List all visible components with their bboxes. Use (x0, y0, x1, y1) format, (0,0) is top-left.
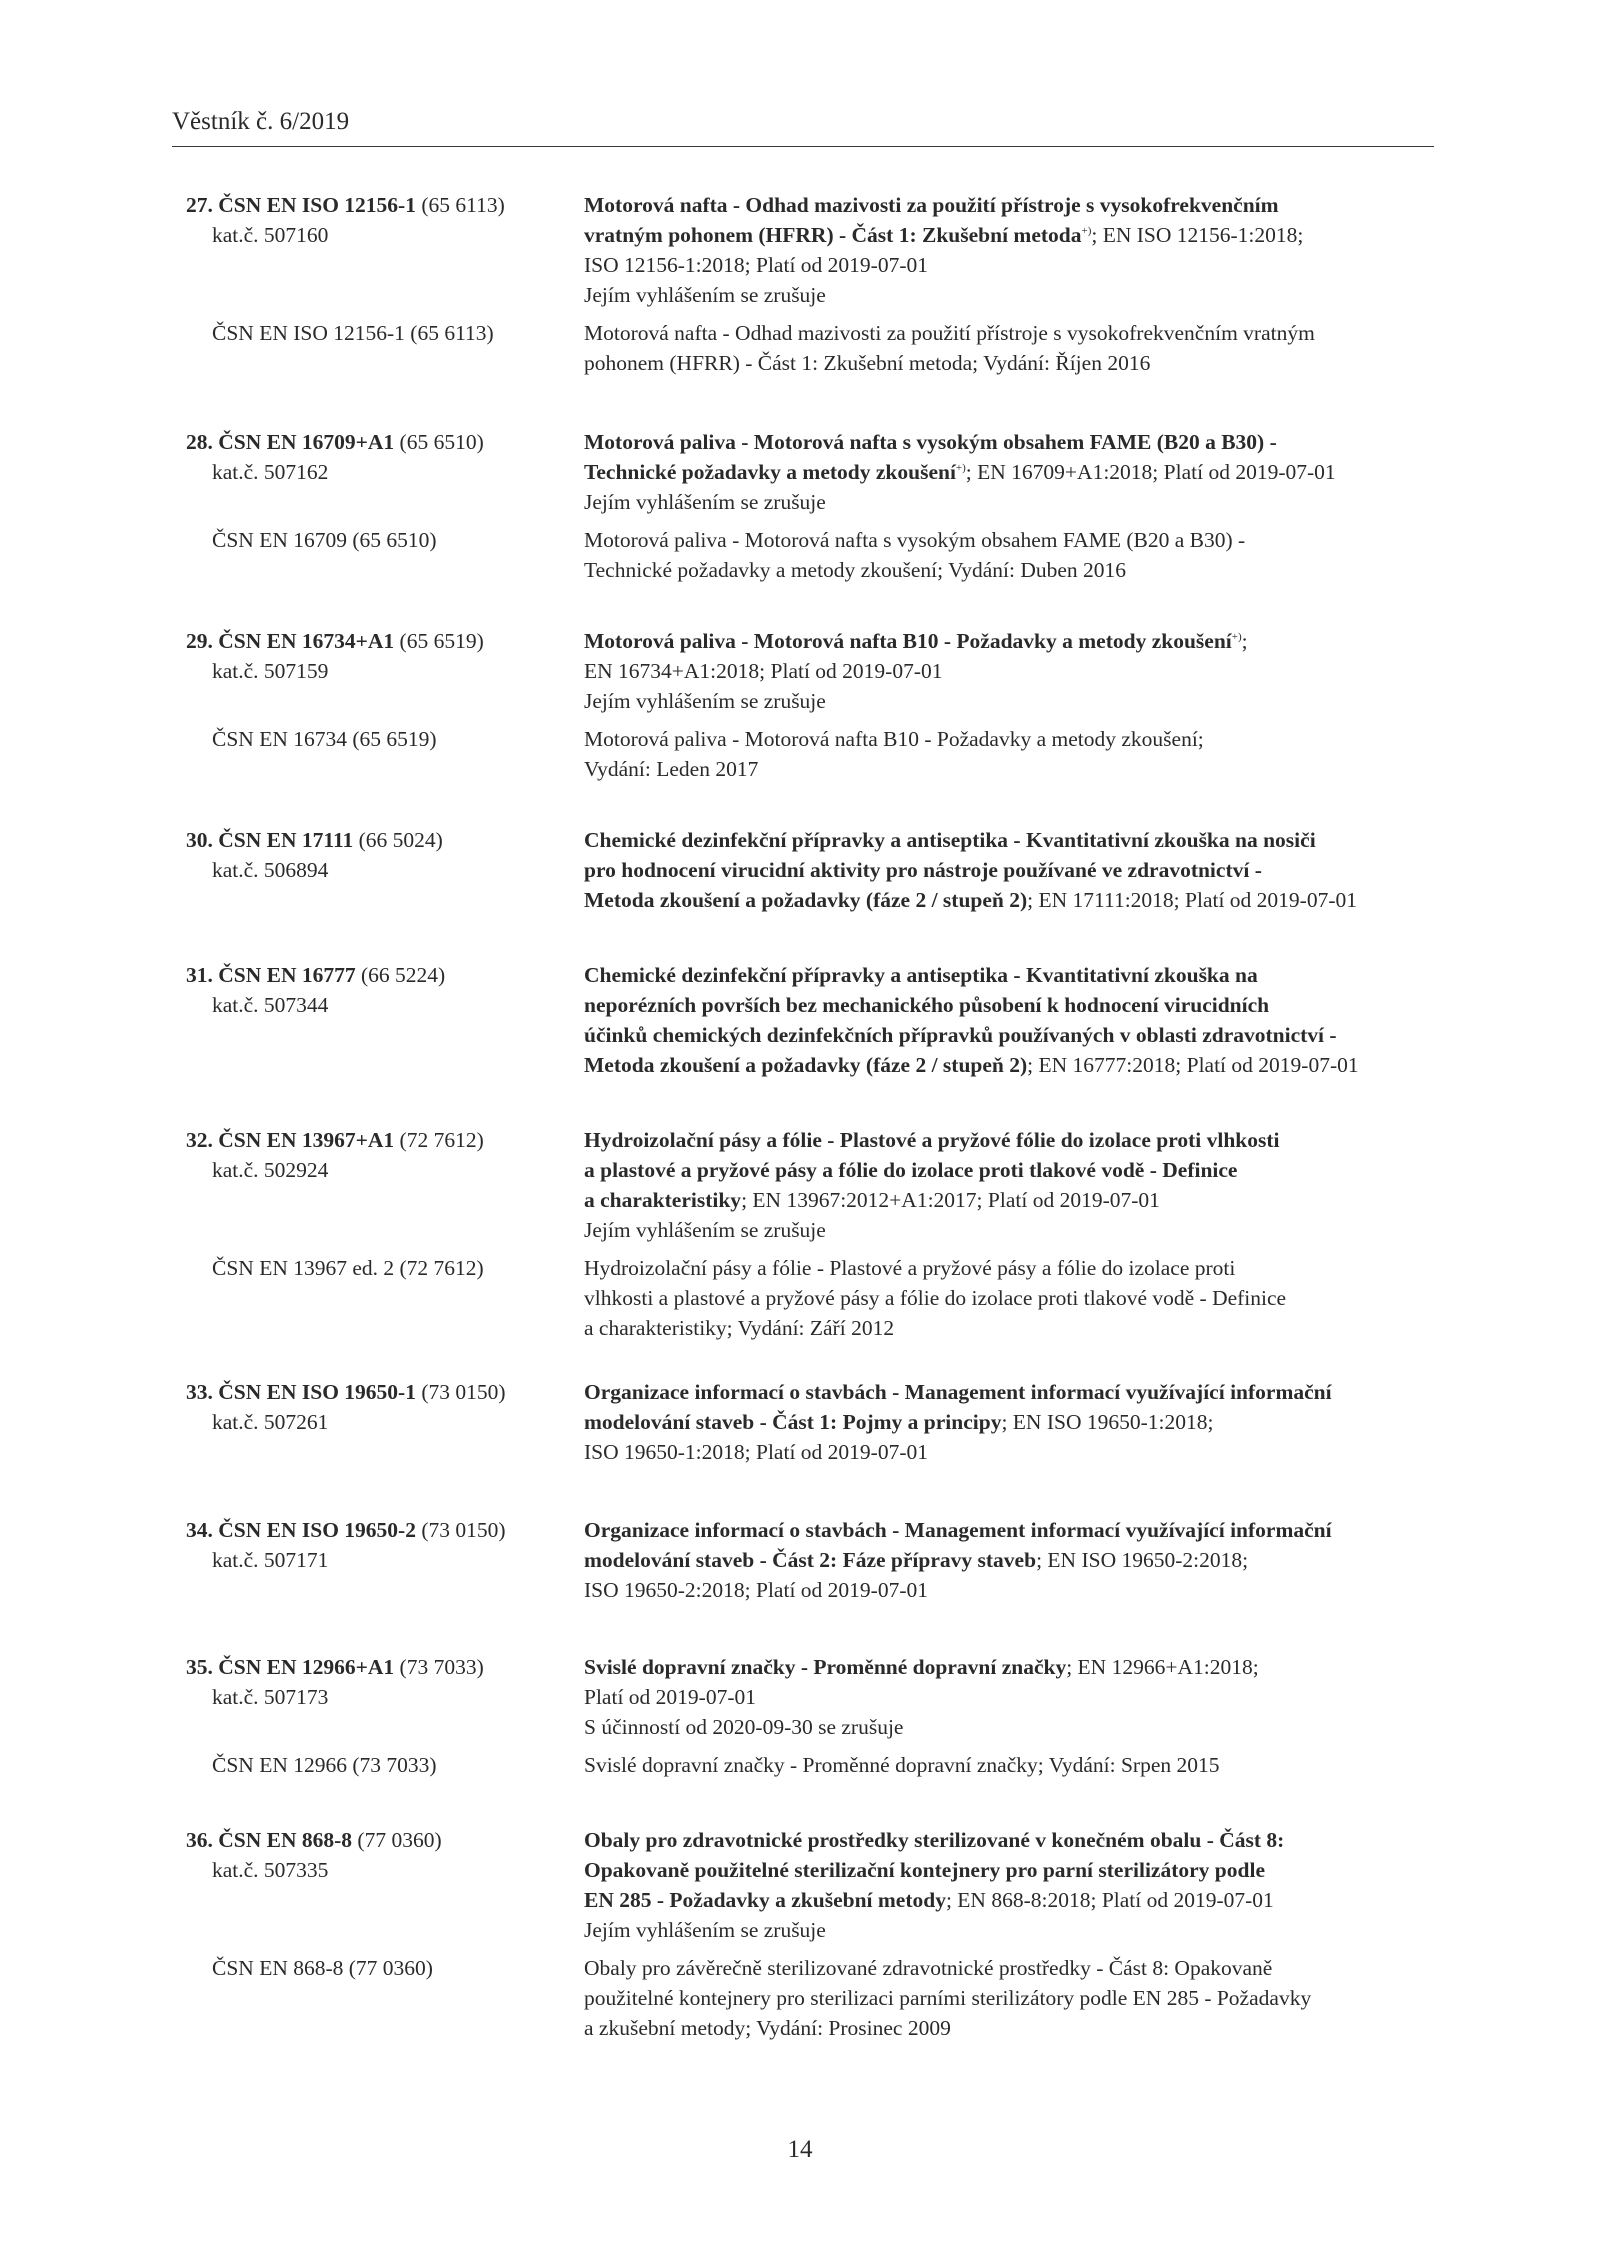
entry-code-line (186, 1825, 584, 1855)
entry-description (584, 626, 1436, 716)
entry-main-row (186, 1515, 1436, 1605)
catalog-number: kat.č. 507173 (212, 1685, 329, 1709)
standard-entry (186, 1825, 1436, 2043)
entry-code-line (186, 825, 584, 855)
header-divider (172, 146, 1434, 147)
standard-title: modelování staveb - Část 1: Pojmy a principy (584, 1410, 1002, 1434)
entry-main-row (186, 1825, 1436, 1945)
standard-ref: ; EN ISO 12156-1:2018; (1091, 223, 1304, 247)
standard-title: neporézních površích bez mechanického působení k hodnocení virucidních (584, 993, 1270, 1017)
standard-entry (186, 960, 1436, 1080)
standard-title: Chemické dezinfekční přípravky a antiseptika - Kvantitativní zkouška na (584, 963, 1258, 987)
standard-ref: ; EN 868-8:2018; Platí od 2019-07-01 (945, 1888, 1274, 1912)
standard-code: ČSN EN 16777 (218, 963, 356, 987)
replaced-code: ČSN EN 12966 (73 7033) (212, 1753, 437, 1777)
standard-title: a plastové a pryžové pásy a fólie do izolace proti tlakové vodě - Definice (584, 1158, 1238, 1182)
replaced-standard-row (186, 525, 1436, 585)
entry-identifier (186, 960, 584, 1080)
classification-code: (72 7612) (399, 1128, 484, 1152)
detail-line: EN 16734+A1:2018; Platí od 2019-07-01 (584, 659, 943, 683)
bulletin-header: Věstník č. 6/2019 (172, 108, 350, 135)
detail-line: S účinností od 2020-09-30 se zrušuje (584, 1715, 904, 1739)
entry-main-row (186, 1125, 1436, 1245)
entry-description (584, 960, 1436, 1080)
standard-title: Motorová paliva - Motorová nafta s vysokým obsahem FAME (B20 a B30) - (584, 430, 1277, 454)
catalog-number: kat.č. 502924 (212, 1158, 329, 1182)
footnote-marker: +) (1231, 630, 1242, 643)
entry-main-row (186, 427, 1436, 517)
replaced-identifier (186, 1253, 584, 1343)
standard-ref: ; EN ISO 19650-2:2018; (1036, 1548, 1249, 1572)
replaced-line: použitelné kontejnery pro sterilizaci parními sterilizátory podle EN 285 - Požadavky (584, 1986, 1312, 2010)
replaced-line: vlhkosti a plastové a pryžové pásy a fólie do izolace proti tlakové vodě - Definice (584, 1286, 1287, 1310)
entry-description (584, 1515, 1436, 1605)
title-line (584, 960, 1436, 990)
replaced-identifier (186, 525, 584, 585)
standard-code: ČSN EN ISO 19650-1 (218, 1380, 416, 1404)
classification-code: (65 6113) (421, 193, 505, 217)
standard-title: Opakovaně použitelné sterilizační kontejnery pro parní sterilizátory podle (584, 1858, 1265, 1882)
title-line (584, 1185, 1436, 1215)
detail-line: Jejím vyhlášením se zrušuje (584, 1918, 826, 1942)
standard-title: Obaly pro zdravotnické prostředky sterilizované v konečném obalu - Část 8: (584, 1828, 1285, 1852)
standard-ref: ; EN ISO 19650-1:2018; (1001, 1410, 1214, 1434)
replaced-code: ČSN EN 16734 (65 6519) (212, 727, 437, 751)
page-number: 14 (787, 2136, 813, 2163)
title-line (584, 427, 1436, 457)
replaced-line: Motorová nafta - Odhad mazivosti za použití přístroje s vysokofrekvenčním vratným (584, 321, 1315, 345)
entry-code-line (186, 1515, 584, 1545)
replaced-standard-row (186, 1750, 1436, 1780)
replaced-line: Obaly pro závěrečně sterilizované zdravotnické prostředky - Část 8: Opakovaně (584, 1956, 1273, 1980)
replaced-description (584, 1953, 1436, 2043)
entry-code-line (186, 1377, 584, 1407)
replaced-description (584, 724, 1436, 784)
replaced-code: ČSN EN ISO 12156-1 (65 6113) (212, 321, 494, 345)
catalog-number: kat.č. 507261 (212, 1410, 329, 1434)
replaced-line: Svislé dopravní značky - Proměnné dopravní značky; Vydání: Srpen 2015 (584, 1753, 1220, 1777)
title-line (584, 1885, 1436, 1915)
entry-code-line (186, 427, 584, 457)
entry-description (584, 1825, 1436, 1945)
replaced-identifier (186, 318, 584, 378)
replaced-standard-row (186, 318, 1436, 378)
title-line (584, 990, 1436, 1020)
replaced-line: Technické požadavky a metody zkoušení; Vydání: Duben 2016 (584, 558, 1127, 582)
detail-line: Jejím vyhlášením se zrušuje (584, 490, 826, 514)
entry-identifier (186, 1125, 584, 1245)
detail-line: ISO 19650-2:2018; Platí od 2019-07-01 (584, 1578, 928, 1602)
replaced-line: Vydání: Leden 2017 (584, 757, 759, 781)
entry-number: 34. (186, 1518, 213, 1542)
replaced-line: Hydroizolační pásy a fólie - Plastové a pryžové pásy a fólie do izolace proti (584, 1256, 1236, 1280)
entry-main-row (186, 825, 1436, 915)
standard-title: účinků chemických dezinfekčních přípravků používaných v oblasti zdravotnictví - (584, 1023, 1337, 1047)
footnote-marker: +) (955, 461, 966, 474)
entry-identifier (186, 1377, 584, 1467)
replaced-line: a charakteristiky; Vydání: Září 2012 (584, 1316, 895, 1340)
footnote-marker: +) (1081, 224, 1092, 237)
entry-code-line (186, 1125, 584, 1155)
replaced-line: Motorová paliva - Motorová nafta B10 - Požadavky a metody zkoušení; (584, 727, 1204, 751)
replaced-identifier (186, 1750, 584, 1780)
standard-code: ČSN EN 12966+A1 (218, 1655, 395, 1679)
entry-code-line (186, 626, 584, 656)
catalog-number: kat.č. 507162 (212, 460, 329, 484)
standard-ref: ; EN 16709+A1:2018; Platí od 2019-07-01 (965, 460, 1336, 484)
replaced-code: ČSN EN 868-8 (77 0360) (212, 1956, 433, 1980)
standard-title: Motorová paliva - Motorová nafta B10 - Požadavky a metody zkoušení (584, 629, 1232, 653)
entry-main-row (186, 1652, 1436, 1742)
entry-main-row (186, 626, 1436, 716)
entry-identifier (186, 825, 584, 915)
classification-code: (73 0150) (421, 1380, 506, 1404)
standard-code: ČSN EN 16734+A1 (218, 629, 395, 653)
standard-entry (186, 1652, 1436, 1780)
entry-identifier (186, 1825, 584, 1945)
entry-code-line (186, 960, 584, 990)
standard-title: Hydroizolační pásy a fólie - Plastové a pryžové fólie do izolace proti vlhkosti (584, 1128, 1280, 1152)
title-line (584, 220, 1436, 250)
classification-code: (73 7033) (399, 1655, 484, 1679)
entry-identifier (186, 1515, 584, 1605)
replaced-standard-row (186, 1253, 1436, 1343)
entry-description (584, 190, 1436, 310)
catalog-number: kat.č. 507344 (212, 993, 329, 1017)
standard-entry (186, 1515, 1436, 1605)
classification-code: (65 6519) (399, 629, 484, 653)
classification-code: (65 6510) (399, 430, 484, 454)
title-line (584, 1050, 1436, 1080)
replaced-description (584, 1253, 1436, 1343)
standard-code: ČSN EN 16709+A1 (218, 430, 395, 454)
entry-code-line (186, 190, 584, 220)
standard-title: vratným pohonem (HFRR) - Část 1: Zkušební metoda (584, 223, 1082, 247)
replaced-code: ČSN EN 16709 (65 6510) (212, 528, 437, 552)
title-line (584, 825, 1436, 855)
standard-entry (186, 190, 1436, 378)
standard-title: Organizace informací o stavbách - Management informací využívající informační (584, 1380, 1332, 1404)
standard-entry (186, 1125, 1436, 1343)
standard-ref: ; EN 16777:2018; Platí od 2019-07-01 (1027, 1053, 1359, 1077)
replaced-code: ČSN EN 13967 ed. 2 (72 7612) (212, 1256, 484, 1280)
entry-number: 31. (186, 963, 213, 987)
standard-ref: ; EN 13967:2012+A1:2017; Platí od 2019-07-01 (741, 1188, 1160, 1212)
entry-main-row (186, 960, 1436, 1080)
entry-description (584, 1377, 1436, 1467)
standard-title: Svislé dopravní značky - Proměnné dopravní značky (584, 1655, 1067, 1679)
entry-description (584, 1652, 1436, 1742)
catalog-number: kat.č. 507171 (212, 1548, 329, 1572)
catalog-number: kat.č. 507160 (212, 223, 329, 247)
title-line (584, 1125, 1436, 1155)
entry-main-row (186, 190, 1436, 310)
standard-code: ČSN EN ISO 19650-2 (218, 1518, 416, 1542)
title-line (584, 1155, 1436, 1185)
standard-title: Metoda zkoušení a požadavky (fáze 2 / stupeň 2) (584, 888, 1028, 912)
standard-code: ČSN EN ISO 12156-1 (218, 193, 416, 217)
detail-line: Jejím vyhlášením se zrušuje (584, 283, 826, 307)
title-line (584, 626, 1436, 656)
replaced-identifier (186, 1953, 584, 2043)
standard-ref: ; (1241, 629, 1248, 653)
entry-description (584, 1125, 1436, 1245)
standard-ref: ; EN 12966+A1:2018; (1066, 1655, 1259, 1679)
title-line (584, 457, 1436, 487)
standard-title: a charakteristiky (584, 1188, 742, 1212)
replaced-line: pohonem (HFRR) - Část 1: Zkušební metoda; Vydání: Říjen 2016 (584, 351, 1151, 375)
standard-title: Technické požadavky a metody zkoušení (584, 460, 956, 484)
standard-entry (186, 825, 1436, 915)
detail-line: Platí od 2019-07-01 (584, 1685, 756, 1709)
classification-code: (77 0360) (357, 1828, 442, 1852)
standard-entry (186, 626, 1436, 784)
standard-title: modelování staveb - Část 2: Fáze přípravy staveb (584, 1548, 1037, 1572)
entry-description (584, 825, 1436, 915)
standard-ref: ; EN 17111:2018; Platí od 2019-07-01 (1027, 888, 1358, 912)
title-line (584, 1377, 1436, 1407)
title-line (584, 1515, 1436, 1545)
entry-number: 27. (186, 193, 213, 217)
classification-code: (66 5224) (361, 963, 446, 987)
entry-main-row (186, 1377, 1436, 1467)
standard-entry (186, 1377, 1436, 1467)
standard-code: ČSN EN 17111 (218, 828, 354, 852)
standard-title: Organizace informací o stavbách - Management informací využívající informační (584, 1518, 1332, 1542)
detail-line: ISO 12156-1:2018; Platí od 2019-07-01 (584, 253, 928, 277)
title-line (584, 1652, 1436, 1682)
classification-code: (73 0150) (421, 1518, 506, 1542)
standard-title: Metoda zkoušení a požadavky (fáze 2 / stupeň 2) (584, 1053, 1028, 1077)
replaced-description (584, 318, 1436, 378)
entry-identifier (186, 626, 584, 716)
replaced-standard-row (186, 724, 1436, 784)
standard-code: ČSN EN 868-8 (218, 1828, 353, 1852)
catalog-number: kat.č. 507335 (212, 1858, 329, 1882)
replaced-line: Motorová paliva - Motorová nafta s vysokým obsahem FAME (B20 a B30) - (584, 528, 1246, 552)
title-line (584, 190, 1436, 220)
detail-line: Jejím vyhlášením se zrušuje (584, 689, 826, 713)
standard-code: ČSN EN 13967+A1 (218, 1128, 395, 1152)
title-line (584, 1020, 1436, 1050)
replaced-line: a zkušební metody; Vydání: Prosinec 2009 (584, 2016, 951, 2040)
replaced-description (584, 1750, 1436, 1780)
entry-number: 30. (186, 828, 213, 852)
entry-number: 33. (186, 1380, 213, 1404)
standard-entry (186, 427, 1436, 585)
standard-title: pro hodnocení virucidní aktivity pro nástroje používané ve zdravotnictví - (584, 858, 1262, 882)
entry-number: 35. (186, 1655, 213, 1679)
entry-number: 28. (186, 430, 213, 454)
title-line (584, 1855, 1436, 1885)
replaced-standard-row (186, 1953, 1436, 2043)
replaced-identifier (186, 724, 584, 784)
entry-identifier (186, 190, 584, 310)
entry-number: 32. (186, 1128, 213, 1152)
entry-description (584, 427, 1436, 517)
catalog-number: kat.č. 506894 (212, 858, 329, 882)
standard-title: Chemické dezinfekční přípravky a antiseptika - Kvantitativní zkouška na nosiči (584, 828, 1316, 852)
title-line (584, 1545, 1436, 1575)
detail-line: ISO 19650-1:2018; Platí od 2019-07-01 (584, 1440, 928, 1464)
title-line (584, 1407, 1436, 1437)
entry-identifier (186, 427, 584, 517)
detail-line: Jejím vyhlášením se zrušuje (584, 1218, 826, 1242)
replaced-description (584, 525, 1436, 585)
entry-identifier (186, 1652, 584, 1742)
entry-number: 36. (186, 1828, 213, 1852)
title-line (584, 855, 1436, 885)
entry-number: 29. (186, 629, 213, 653)
title-line (584, 1825, 1436, 1855)
standard-title: Motorová nafta - Odhad mazivosti za použití přístroje s vysokofrekvenčním (584, 193, 1279, 217)
title-line (584, 885, 1436, 915)
entry-code-line (186, 1652, 584, 1682)
standard-title: EN 285 - Požadavky a zkušební metody (584, 1888, 946, 1912)
classification-code: (66 5024) (358, 828, 443, 852)
catalog-number: kat.č. 507159 (212, 659, 329, 683)
